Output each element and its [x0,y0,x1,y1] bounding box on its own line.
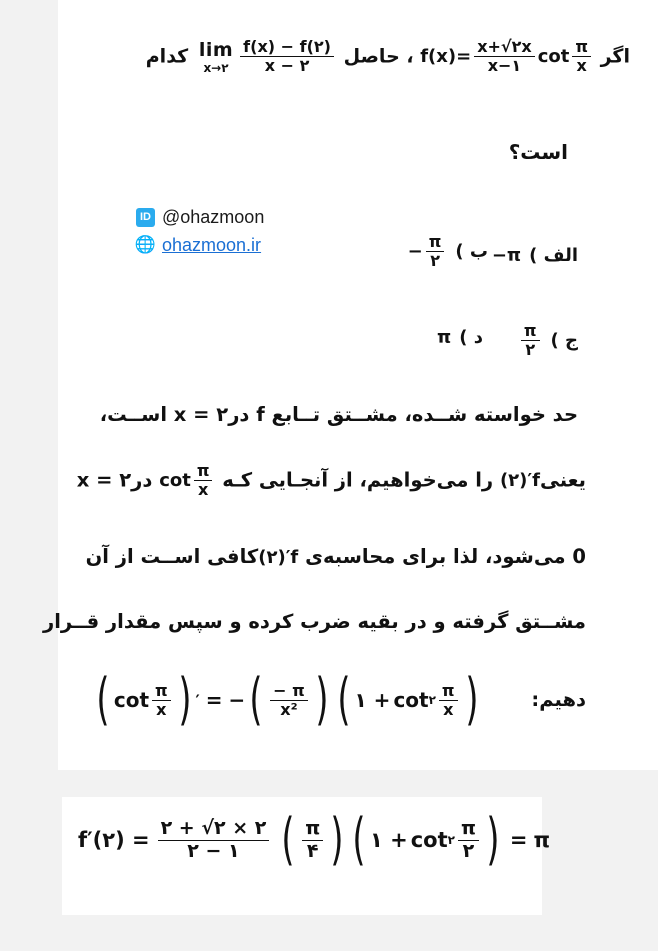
open-paren-2: ( [249,667,263,732]
cot-inline-denominator: x [197,480,209,500]
final-paren-1-numerator: π [302,818,323,841]
option-jim-denominator: ۲ [525,340,536,360]
solution-line-4: مشــتق گرفته و در بقیه ضرب کرده و سپس مقدار قــرار [43,610,586,633]
solution-line-2-a: یعنی [539,468,586,492]
final-fraction [158,818,270,863]
final-denominator: ۲ − ۱ [187,839,240,862]
derivative-rhs-1-denominator: x² [280,699,298,719]
final-paren-fraction-1 [302,818,323,863]
function-definition [420,38,594,76]
option-jim-numerator: π [521,322,540,341]
limit-operator [199,39,233,75]
derivative-minus: − [228,688,246,713]
limit-word: lim [198,38,234,61]
watermark-handle: @ohazmoon [162,206,265,227]
solution-line-3-c: کافی اســت از آن [85,545,259,568]
final-paren-2-numerator: π [458,818,479,841]
option-alef-value: −π [491,245,522,266]
solution-line-5: دهیم: [531,688,586,711]
cot-arg-denominator: x [576,56,587,76]
final-paren-1-denominator: ۴ [306,839,319,862]
solution-line-3-a: 0 می‌شود، لذا برای محاسبه‌ی [305,545,586,568]
f-prime-2-first: (۲)′f [499,470,540,492]
derivative-lhs-denominator: x [156,699,167,719]
prime-symbol: ′ [195,690,200,710]
close-paren-1: ) [178,667,192,732]
cot-arg-numerator: π [572,38,591,57]
final-answer-formula [78,807,551,872]
derivative-rhs-2-numerator: π [439,682,458,701]
option-dal[interactable] [437,327,483,348]
question-second-line: است؟ [508,140,568,164]
f-prime-2-second: (۲)′f [258,547,299,568]
option-be-numerator: π [426,233,445,252]
function-denominator: x−۱ [487,56,522,76]
close-paren-3: ) [464,667,479,732]
close-paren-2: ) [315,667,329,732]
derivative-lhs-fraction [152,682,171,720]
cot-argument-fraction [572,38,591,76]
limit-numerator: f(x) − f(۲) [240,38,334,57]
watermark [136,205,264,261]
solution-line-1: حد خواسته شــده، مشــتق تــابع f در۲ = x اســت، [99,403,578,426]
final-paren-fraction-2 [458,818,479,863]
watermark-site-row[interactable] [136,233,264,257]
option-be-sign: − [407,240,423,262]
id-badge-icon: ID [136,208,155,227]
final-one-plus: ۱ + [369,828,408,853]
question-sheet [58,0,658,770]
final-cot-label: cot [410,828,448,853]
open-paren-1: ( [96,667,110,732]
solution-line-3 [86,545,586,568]
derivative-rhs-2-denominator: x [443,699,454,719]
limit-expression [195,38,337,76]
derivative-rhs-fraction-1 [270,682,308,720]
limit-fraction [240,38,334,76]
limit-denominator: x − ۲ [264,56,310,76]
final-open-paren-2: ( [352,807,366,872]
derivative-one-plus: ۱ + [354,688,391,713]
derivative-rhs-exponent: ۲ [428,693,436,708]
function-label: f(x)= [420,45,472,67]
derivative-rhs-cot: cot [393,688,429,713]
final-lhs: f′(۲) = [78,828,150,853]
cot-pi-over-x-inline [159,462,215,500]
final-equals: = [509,828,528,853]
derivative-cot-label: cot [113,688,150,713]
question-prefix-word: اگر [600,45,630,68]
function-numerator: x+√۲x [474,38,534,57]
cot-inline-label: cot [159,469,191,491]
cot-inline-fraction [194,462,213,500]
solution-line-2-d: در۲ = x [76,468,153,492]
option-be[interactable] [408,233,488,271]
final-numerator: ۲ + √۲ × ۲ [158,818,270,841]
option-dal-label: د ) [459,327,483,348]
option-jim-label: ج ) [550,330,578,352]
solution-line-2 [77,462,586,500]
final-open-paren-1: ( [281,807,295,872]
question-line [70,38,630,92]
final-result: π [533,828,551,853]
watermark-handle-row [136,205,264,229]
final-close-paren-1: ) [330,807,344,872]
option-jim[interactable] [518,322,578,360]
derivative-rhs-1-numerator: − π [270,682,308,701]
option-dal-value: π [437,327,452,348]
option-be-fraction [426,233,445,271]
solution-line-2-c: را می‌خواهیم، از آنجـایی کـه [222,468,494,492]
function-fraction [474,38,534,76]
derivative-equals: = [205,688,223,713]
derivative-rhs-fraction-2 [439,682,458,720]
final-close-paren-2: ) [486,807,500,872]
final-paren-2-denominator: ۲ [462,839,475,862]
option-be-label: ب ) [455,241,488,263]
derivative-formula [92,667,482,732]
question-suffix-word: کدام [145,45,189,68]
globe-icon: 🌐 [134,235,157,255]
limit-subscript: x→۲ [203,60,229,75]
watermark-site-link[interactable]: ohazmoon.ir [162,234,262,255]
option-jim-fraction [521,322,540,360]
cot-label: cot [537,45,570,67]
option-alef-label: الف ) [529,245,578,266]
option-alef[interactable] [492,245,578,266]
final-cot-exponent: ۲ [447,833,455,848]
open-paren-3: ( [337,667,351,732]
question-comma-text: ، حاصل [343,45,414,68]
cot-inline-numerator: π [194,462,213,481]
option-jim-value [518,322,543,360]
derivative-lhs-numerator: π [152,682,171,701]
option-be-value [408,233,448,271]
option-be-denominator: ۲ [430,251,440,271]
